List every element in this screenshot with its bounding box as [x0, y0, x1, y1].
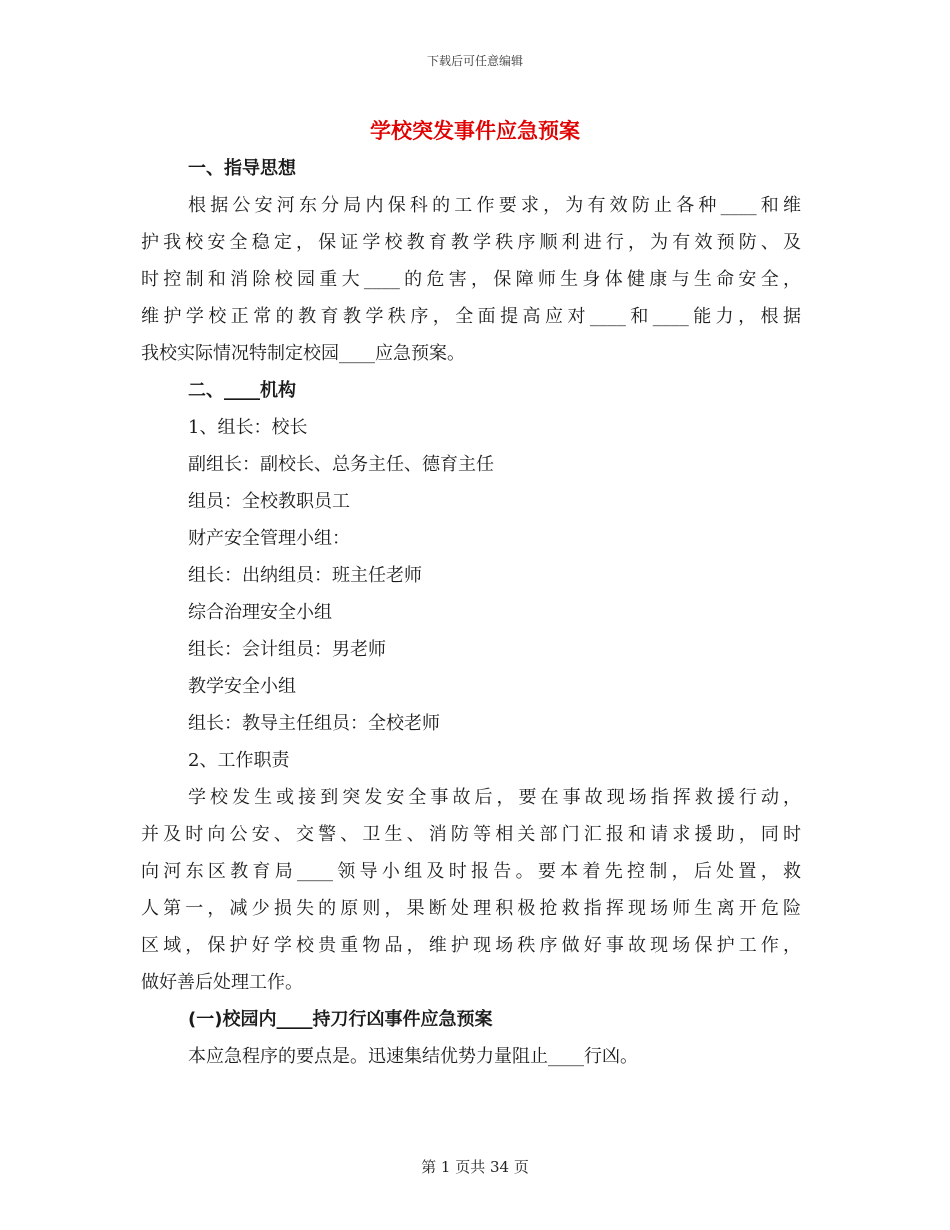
- org-line: 组员：全校教职员工: [188, 491, 350, 512]
- paragraph-line: 时控制和消除校园重大____的危害，保障师生身体健康与生命安全，: [141, 269, 801, 290]
- paragraph-line: 人第一，减少损失的原则，果断处理积极抢救指挥现场师生离开危险: [141, 898, 801, 919]
- org-line: 教学安全小组: [188, 676, 296, 697]
- org-line: 组长：教导主任组员：全校老师: [188, 713, 440, 734]
- section-heading-knife-attack: (一)校园内____持刀行凶事件应急预案: [188, 1009, 493, 1030]
- paragraph-line: 本应急程序的要点是。迅速集结优势力量阻止____行凶。: [188, 1046, 638, 1067]
- paragraph-line: 根据公安河东分局内保科的工作要求，为有效防止各种____和维: [188, 195, 801, 216]
- paragraph-line: 并及时向公安、交警、卫生、消防等相关部门汇报和请求援助，同时: [141, 824, 801, 845]
- org-line: 副组长：副校长、总务主任、德育主任: [188, 454, 494, 475]
- page-header: 下载后可任意编辑: [426, 54, 523, 68]
- paragraph-line: 护我校安全稳定，保证学校教育教学秩序顺利进行，为有效预防、及: [141, 232, 801, 253]
- org-line: 1、组长：校长: [188, 417, 308, 438]
- org-line: 综合治理安全小组: [188, 602, 332, 623]
- org-line: 组长：会计组员：男老师: [188, 639, 386, 660]
- paragraph-line: 做好善后处理工作。: [141, 972, 303, 993]
- paragraph-line: 维护学校正常的教育教学秩序，全面提高应对____和____能力，根据: [141, 306, 801, 327]
- org-line: 组长：出纳组员：班主任老师: [188, 565, 422, 586]
- section-heading-organization: 二、____机构: [188, 380, 296, 401]
- paragraph-line: 区域，保护好学校贵重物品，维护现场秩序做好事故现场保护工作，: [141, 935, 801, 956]
- document-title: 学校突发事件应急预案: [370, 118, 580, 143]
- org-line: 2、工作职责: [188, 750, 290, 771]
- page-footer: 第 1 页共 34 页: [421, 1158, 529, 1176]
- paragraph-line: 我校实际情况特制定校园____应急预案。: [141, 343, 465, 364]
- document-body: [141, 150, 801, 1075]
- paragraph-line: 向河东区教育局____领导小组及时报告。要本着先控制，后处置，救: [141, 861, 801, 882]
- section-heading-guiding-principle: 一、指导思想: [188, 158, 296, 179]
- paragraph-line: 学校发生或接到突发安全事故后，要在事故现场指挥救援行动，: [188, 787, 801, 808]
- org-line: 财产安全管理小组：: [188, 528, 350, 549]
